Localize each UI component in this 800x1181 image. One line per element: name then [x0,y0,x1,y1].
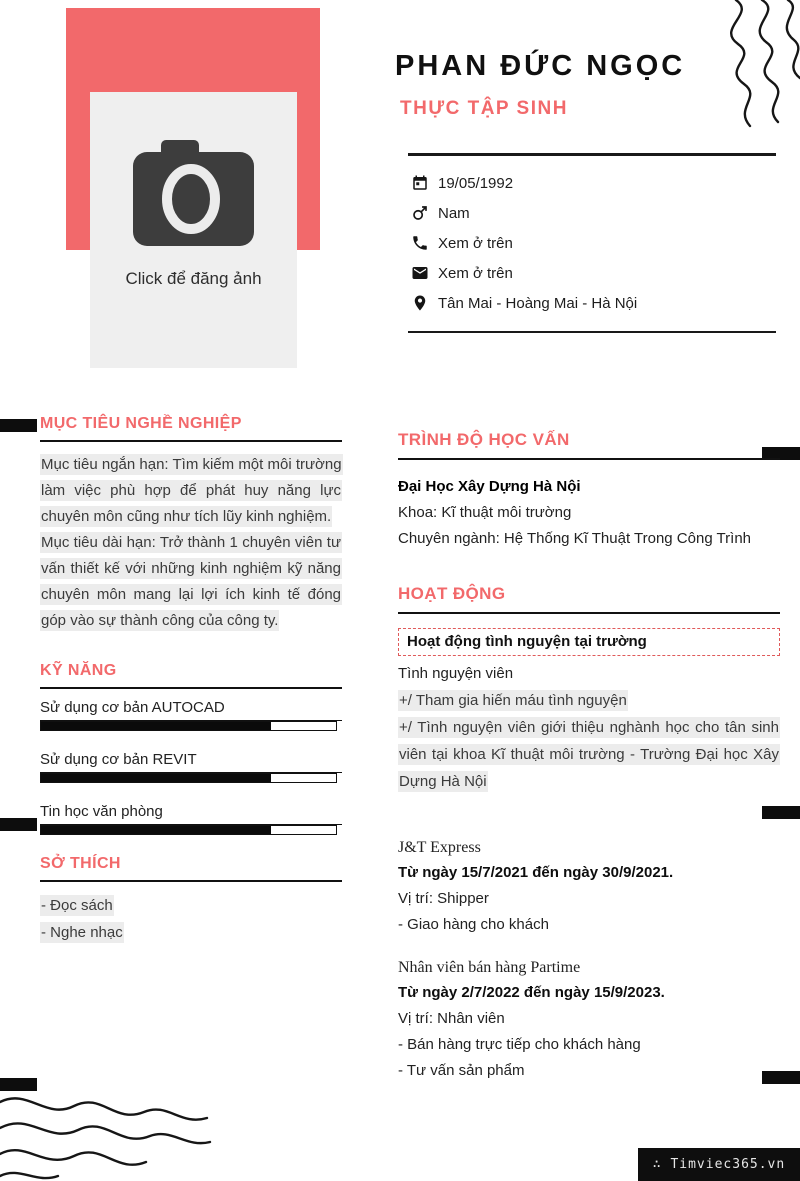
activity-title[interactable]: Hoạt động tình nguyện tại trường [407,633,647,650]
activity-detail-text[interactable]: +/ Tình nguyện viên giới thiệu nghành học cho tân sinh viên tại khoa Kĩ thuật môi trường - Trường Đại học Xây Dựng Hà Nội [399,719,779,790]
skill-bar-fill [41,826,271,834]
experience-period[interactable]: Từ ngày 2/7/2022 đến ngày 15/9/2023. [398,984,665,1001]
hobbies-section [40,855,342,946]
left-edge-bar-1 [0,419,37,432]
contact-gender[interactable] [411,198,781,228]
candidate-name[interactable]: PHAN ĐỨC NGỌC [395,50,686,82]
skill-bar [40,825,337,835]
skill-item[interactable] [40,803,342,835]
calendar-icon [411,174,429,192]
hobby-text[interactable]: - Đọc sách [41,897,113,914]
experience-position[interactable]: Vị trí: Nhân viên [398,1010,505,1027]
education-heading[interactable]: TRÌNH ĐỘ HỌC VẤN [398,430,780,460]
objective-text[interactable]: Mục tiêu ngắn hạn: Tìm kiếm một môi trường làm việc phù hợp để phát huy năng lực chuyên môn cũng như tích lũy kinh nghiệm. [41,456,342,525]
photo-upload-area[interactable] [90,92,297,368]
contact-phone[interactable] [411,228,781,258]
objective-paragraph[interactable] [40,530,342,634]
education-faculty[interactable]: Khoa: Kĩ thuật môi trường [398,504,572,521]
experience-detail[interactable]: - Bán hàng trực tiếp cho khách hàng [398,1036,641,1053]
contact-email[interactable] [411,258,781,288]
contact-birthdate[interactable] [411,168,781,198]
skill-bar-fill [41,774,271,782]
contact-address[interactable] [411,288,781,318]
experience-block[interactable] [398,955,780,1084]
objective-section [40,415,342,634]
activity-detail[interactable] [398,714,780,795]
education-section [398,430,780,552]
location-icon [411,294,429,312]
education-major[interactable]: Chuyên ngành: Hệ Thống Kĩ Thuật Trong Công Trình [398,530,752,547]
left-column [40,415,342,946]
header-divider-bottom [408,331,776,333]
gender-icon [411,204,429,222]
skills-section [40,662,342,835]
hobby-item[interactable] [40,892,342,919]
watermark-text: ∴ Timviec365.vn [652,1157,786,1172]
education-school[interactable]: Đại Học Xây Dựng Hà Nội [398,478,581,495]
job-title[interactable]: THỰC TẬP SINH [400,98,568,119]
watermark-badge [638,1148,800,1181]
activities-heading[interactable]: HOẠT ĐỘNG [398,584,780,614]
objective-heading[interactable]: MỤC TIÊU NGHỀ NGHIỆP [40,415,342,442]
contact-text: Xem ở trên [438,234,513,252]
objective-paragraph[interactable] [40,452,342,530]
experience-block[interactable] [398,835,780,938]
experience-detail[interactable]: - Giao hàng cho khách [398,916,549,933]
hobbies-heading[interactable]: SỞ THÍCH [40,855,342,882]
skill-label[interactable]: Sử dụng cơ bản AUTOCAD [40,699,342,721]
skill-item[interactable] [40,699,342,731]
hobby-item[interactable] [40,919,342,946]
skill-bar-fill [41,722,271,730]
activity-detail[interactable] [398,687,780,714]
experience-company[interactable]: J&T Express [398,839,481,856]
skill-bar [40,773,337,783]
left-edge-bar-2 [0,818,37,831]
header-divider-top [408,153,776,156]
skill-label[interactable]: Sử dụng cơ bản REVIT [40,751,342,773]
skill-bar [40,721,337,731]
objective-text[interactable]: Mục tiêu dài hạn: Trở thành 1 chuyên viên tư vấn thiết kế với những kinh nghiệm kỹ năng chuyên môn mang lại lợi ích kinh tế đóng góp vào sự thành công của công ty. [41,534,341,629]
contact-list [411,168,781,318]
experience-company[interactable]: Nhân viên bán hàng Partime [398,959,581,976]
contact-text: 19/05/1992 [438,174,514,192]
camera-icon [131,138,256,255]
skills-heading[interactable]: KỸ NĂNG [40,662,342,689]
photo-upload-label[interactable]: Click để đăng ảnh [125,269,262,288]
activity-role[interactable]: Tình nguyện viên [398,665,514,682]
activities-section [398,584,780,1084]
phone-icon [411,234,429,252]
contact-text: Tân Mai - Hoàng Mai - Hà Nội [438,294,638,312]
email-icon [411,264,429,282]
skill-label[interactable]: Tin học văn phòng [40,803,342,825]
right-column [398,430,780,1084]
contact-text: Xem ở trên [438,264,513,282]
activity-title-selected-field[interactable] [398,628,780,656]
skill-item[interactable] [40,751,342,783]
activity-detail-text[interactable]: +/ Tham gia hiến máu tình nguyện [399,692,627,709]
experience-period[interactable]: Từ ngày 15/7/2021 đến ngày 30/9/2021. [398,864,674,881]
contact-text: Nam [438,204,470,222]
experience-detail[interactable]: - Tư vấn sản phẩm [398,1062,525,1079]
bottom-left-wave-decoration [0,1086,270,1181]
experience-position[interactable]: Vị trí: Shipper [398,890,489,907]
hobby-text[interactable]: - Nghe nhạc [41,924,123,941]
